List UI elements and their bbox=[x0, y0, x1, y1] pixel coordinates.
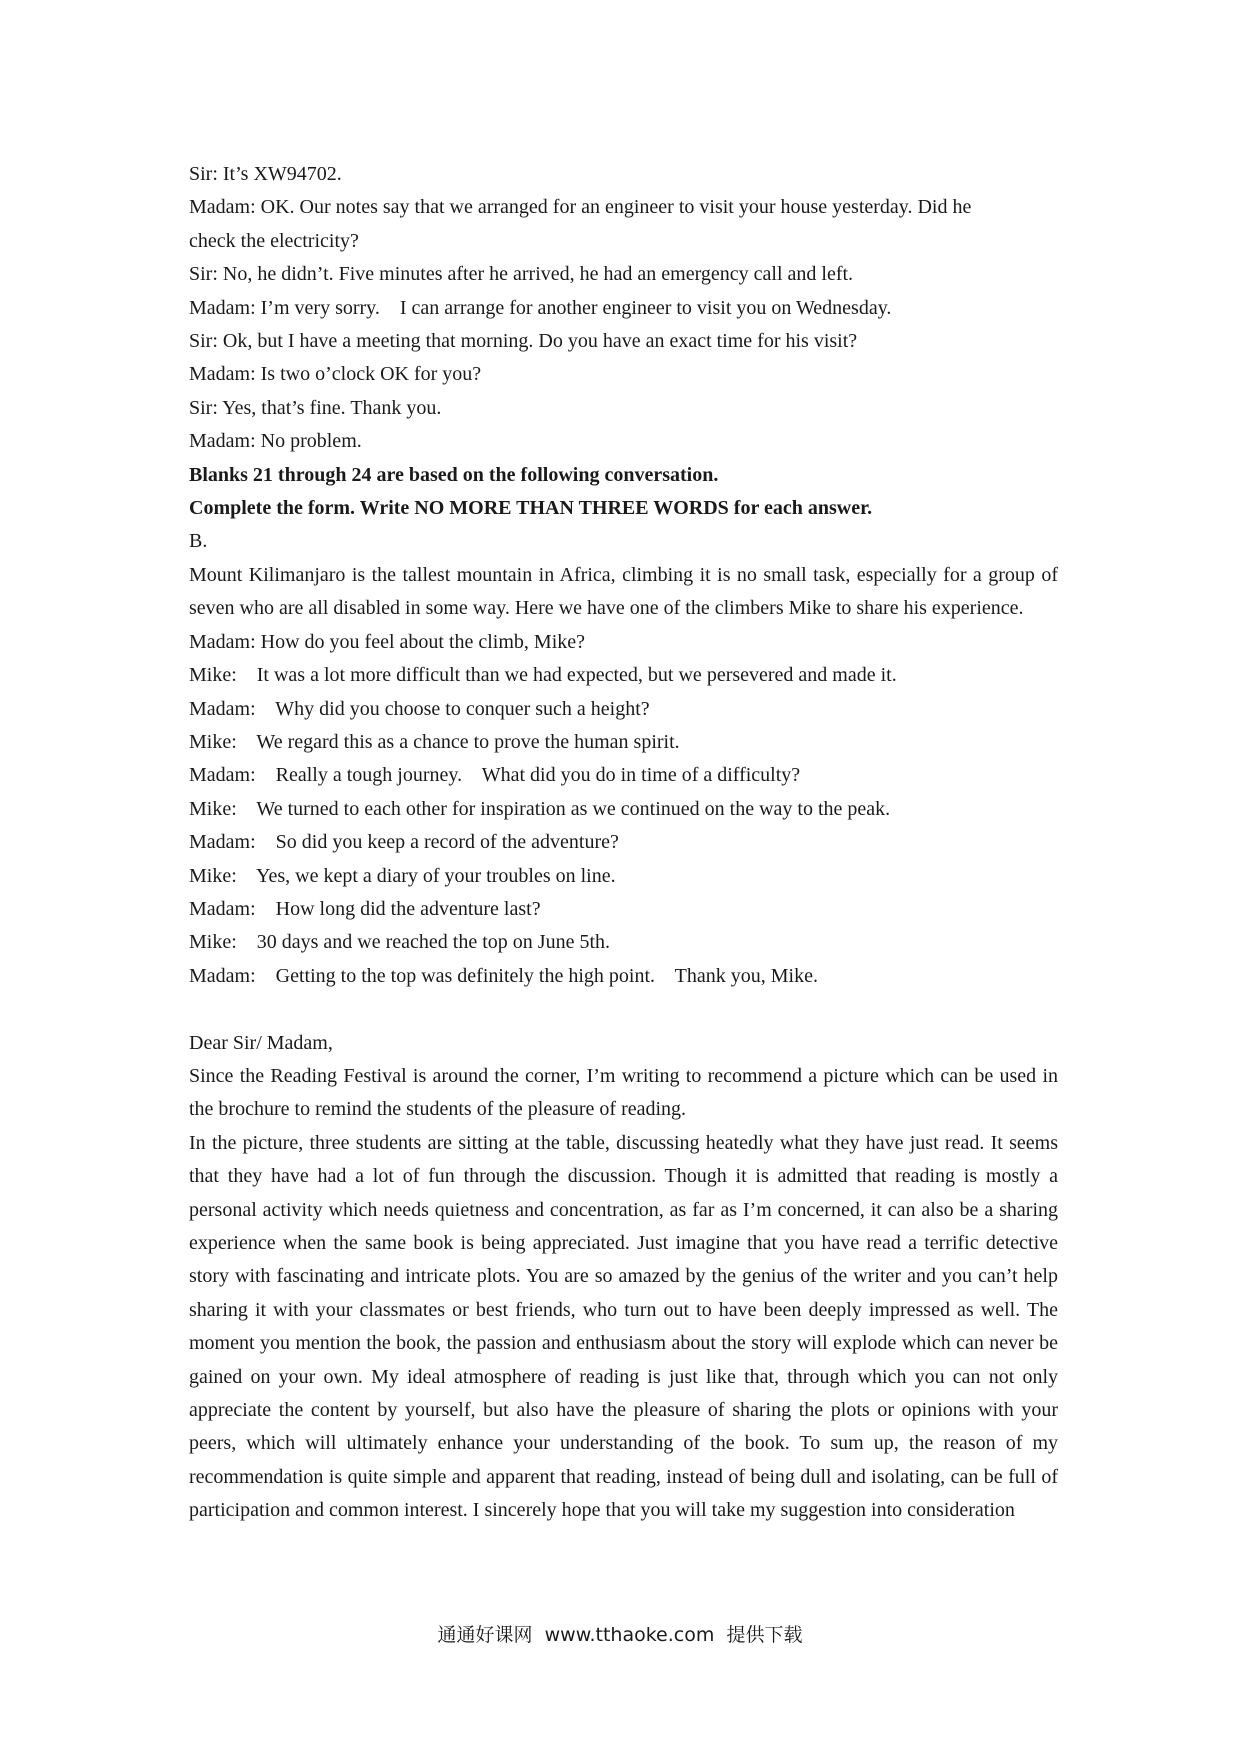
section-label: B. bbox=[189, 530, 208, 553]
instruction-line: Blanks 21 through 24 are based on the following conversation. bbox=[189, 463, 719, 486]
document-page bbox=[189, 158, 1058, 1528]
page-footer: 通通好课网 www.tthaoke.com 提供下载 bbox=[437, 1624, 803, 1646]
dialogue-line: Sir: It’s XW94702. bbox=[189, 163, 342, 185]
dialogue-line: Madam: So did you keep a record of the adventure? bbox=[189, 831, 619, 854]
dialogue-line: Madam: No problem. bbox=[189, 430, 362, 453]
dialogue-line: Mike: We turned to each other for inspiration as we continued on the way to the peak. bbox=[189, 797, 891, 820]
dialogue-line: Sir: No, he didn’t. Five minutes after he arrived, he had an emergency call and left. bbox=[189, 263, 854, 286]
dialogue-line: Mike: Yes, we kept a diary of your troubles on line. bbox=[189, 864, 616, 887]
dialogue-line: Madam: Really a tough journey. What did you do in time of a difficulty? bbox=[189, 764, 801, 787]
dialogue-line: Madam: Why did you choose to conquer such a height? bbox=[189, 697, 650, 720]
dialogue-line: Mike: It was a lot more difficult than we had expected, but we persevered and made it. bbox=[189, 664, 897, 687]
dialogue-line: Madam: Getting to the top was definitely the high point. Thank you, Mike. bbox=[189, 964, 818, 987]
intro-paragraph: Mount Kilimanjaro is the tallest mountain in Africa, climbing it is no small task, especially for a group of seven who are all disabled in some way. Here we have one of the climbers Mike to share his experience. bbox=[189, 563, 1058, 620]
letter-paragraph: Since the Reading Festival is around the corner, I’m writing to recommend a picture which can be used in the brochure to remind the students of the pleasure of reading. bbox=[189, 1064, 1058, 1121]
spacer bbox=[189, 993, 1058, 1026]
instruction-line: Complete the form. Write NO MORE THAN THREE WORDS for each answer. bbox=[189, 497, 873, 520]
dialogue-part-b bbox=[189, 525, 1058, 993]
letter-paragraph: In the picture, three students are sitting at the table, discussing heatedly what they have just read. It seems that they have had a lot of fun through the discussion. Though it is admitted that reading is mostly a personal activity which needs quietness and concentration, as far as I’m concerned, it can also be a sharing experience when the same book is being appreciated. Just imagine that you have read a terrific detective story with fascinating and intricate plots. You are so amazed by the genius of the writer and you can’t help sharing it with your classmates or best friends, who turn out to have been deeply impressed as well. The moment you mention the book, the passion and enthusiasm about the story will explode which can never be gained on your own. My ideal atmosphere of reading is just like that, through which you can not only appreciate the content by yourself, but also have the pleasure of sharing the plots or opinions with your peers, which will ultimately enhance your understanding of the book. To sum up, the reason of my recommendation is quite simple and apparent that reading, instead of being dull and isolating, can be full of participation and common interest. I sincerely hope that you will take my suggestion into consideration bbox=[189, 1131, 1058, 1522]
letter bbox=[189, 1027, 1058, 1528]
dialogue-line: Madam: How long did the adventure last? bbox=[189, 897, 541, 920]
dialogue-line: check the electricity? bbox=[189, 229, 359, 252]
dialogue-line: Madam: How do you feel about the climb, Mike? bbox=[189, 630, 586, 653]
dialogue-part-a bbox=[189, 158, 1058, 459]
dialogue-line: Madam: I’m very sorry. I can arrange for another engineer to visit you on Wednesday. bbox=[189, 296, 892, 319]
letter-greeting: Dear Sir/ Madam, bbox=[189, 1031, 333, 1054]
dialogue-line: Sir: Yes, that’s fine. Thank you. bbox=[189, 396, 442, 419]
dialogue-line: Mike: 30 days and we reached the top on June 5th. bbox=[189, 931, 611, 954]
instructions bbox=[189, 459, 1058, 526]
dialogue-line: Sir: Ok, but I have a meeting that morning. Do you have an exact time for his visit? bbox=[189, 330, 858, 353]
dialogue-line: Madam: OK. Our notes say that we arranged for an engineer to visit your house yesterday. Did he bbox=[189, 196, 972, 219]
dialogue-line: Madam: Is two o’clock OK for you? bbox=[189, 363, 482, 386]
dialogue-line: Mike: We regard this as a chance to prove the human spirit. bbox=[189, 730, 680, 753]
